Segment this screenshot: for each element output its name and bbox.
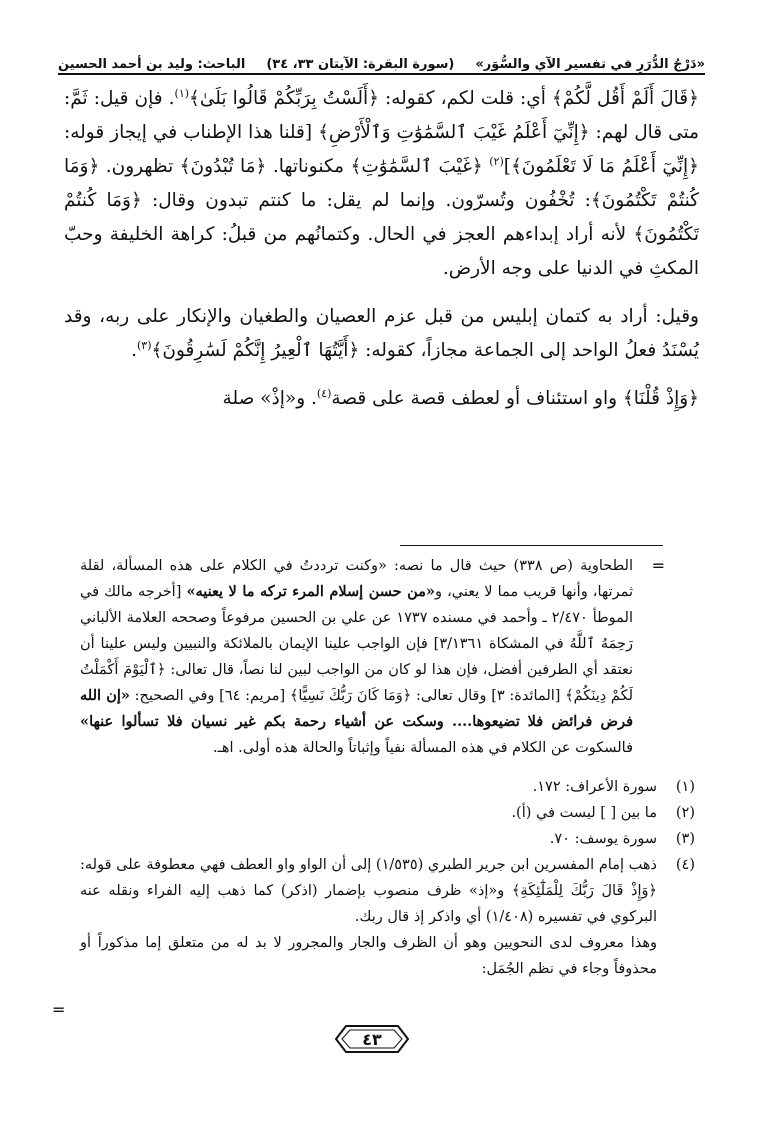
footnote-text: ما بين [ ] ليست في (أ). xyxy=(511,805,657,821)
footnote-line: وهذا معروف لدى النحويين وهو أن الظرف والجار والمجرور لا بد له من متعلق إما xyxy=(145,935,658,951)
footnote-number: (٤) xyxy=(675,857,695,873)
footnote-continuation xyxy=(80,553,633,761)
footnote-line: الطحاوية (ص ٣٣٨) حيث قال ما نصه: «وكنت ترددتُ في الكلام على هذه المسألة، xyxy=(111,558,634,574)
ornament-frame-icon xyxy=(332,1022,412,1056)
continuation-marker: = xyxy=(651,556,665,575)
paragraph-2 xyxy=(64,300,699,368)
footnote-line: [أخرجه مالك في الموطأ ٢/٤٧٠ ـ وأحمد في مسنده ١٧٣٧ عن علي بن الحسين xyxy=(80,584,633,626)
text-line: ٱلسَّمَٰوَٰتِ﴾ مكنوناتها. ﴿مَا تُبْدُونَ﴾ تظهرون. ﴿وَمَا كُنتُمْ تَكْتُمُونَ﴾: تُخْفُون xyxy=(64,156,699,211)
footnote-line: من الواجب لبين لنا نصاً، قال تعالى: ﴿ٱلْيَوْمَ أَكْمَلْتُ لَكُمْ دِينَكُمْ﴾ [المائدة: ٣] وقال xyxy=(80,662,633,704)
running-header xyxy=(58,42,705,72)
footnote-separator xyxy=(400,545,663,546)
footnote-line: إليه الفراء ونقله عنه البركوي في تفسيره (١/٤٠٨) أي واذكر إذ قال ربك. xyxy=(80,883,657,925)
footnote-line: لقلة ثمرتها، وأنها قريب مما لا يعني، و xyxy=(80,558,634,600)
page-number-ornament xyxy=(332,1022,412,1056)
footnote-line: الكلام في هذه المسألة نفياً وإثباتاً والحالة هذه أولى. اهـ. xyxy=(212,740,547,756)
text-line: بَلَىٰ﴾ xyxy=(189,88,227,109)
footnote-line: على قوله: ﴿وَإِذْ قَالَ رَبُّكَ لِلْمَلَٰٓئِكَةِ﴾ و«إذ» ظرف منصوب بإضمار (اذكر) كما ذهب xyxy=(80,857,657,899)
main-text xyxy=(64,82,699,430)
text-line: أراد إبداءهم العجز في الحال. وكتمانُهم من قبلُ: كراهة الخليفة وحبّ xyxy=(64,224,594,245)
hadith-quote: «إن الله فرض فرائض فلا xyxy=(80,687,634,730)
footnote-number: (١) xyxy=(675,779,695,795)
footnote-ref-3[interactable]: (٣) xyxy=(137,338,152,352)
footnote-line: فالسكوت عن xyxy=(550,740,633,756)
footnote-text: سورة يوسف: ٧٠. xyxy=(549,831,657,847)
footnotes xyxy=(80,774,695,982)
footnote-ref-2[interactable]: (٢) xyxy=(489,154,504,168)
text-line: . فإن قيل: ثَمَّ: متى قال لهم: ﴿إِنِّيٓ أَعْلَمُ غَيْبَ ٱلسَّمَٰوَٰتِ وَٱلْأَرْضِ﴾ xyxy=(64,88,700,143)
footnote-2 xyxy=(80,800,695,826)
footnote-number: (٢) xyxy=(675,805,695,821)
text-line: ﴿وَإِذْ قُلْنَا﴾ واو استئناف أو لعطف قصة على قصة xyxy=(331,388,699,409)
footnote-line: مرفوعاً وصححه العلامة الألباني رَحِمَهُ ٱللَّهُ في المشكاة ٣/١٣٦١] فإن الواجب علينا xyxy=(80,610,634,652)
text-line: ﴿قَالَ أَلَمْ أَقُل لَّكُمْ﴾ أي: قلت لكم، كقوله: ﴿أَلَسْتُ بِرَبِّكُمْ قَالُوا xyxy=(232,88,699,109)
paragraph-1 xyxy=(64,82,699,286)
footnote-1 xyxy=(80,774,695,800)
footnote-text xyxy=(80,852,657,982)
hadith-quote: تضيعوها.... وسكت عن أشياء رحمة بكم غير نسيان فلا تسألوا عنها» xyxy=(80,713,520,730)
text-line: على ربه، وقد يُسْنَدُ فعلُ الواحد إلى الجماعة مجازاً، كقوله: ﴿أَيَّتُهَا ٱلْعِيرُ xyxy=(64,306,699,361)
page-number: ٤٣ xyxy=(362,1030,382,1049)
footnote-text: سورة الأعراف: ١٧٢. xyxy=(532,779,657,795)
footnote-4 xyxy=(80,852,695,982)
footnote-number: (٣) xyxy=(675,831,695,847)
text-line: . و«إذْ» صلة xyxy=(222,388,317,409)
footnote-ref-1[interactable]: (١) xyxy=(174,86,190,100)
text-line: إِنَّكُمْ لَسَٰرِقُونَ﴾ xyxy=(151,340,266,361)
text-line: وتُسرّون. وإنما لم يقل: ما كنتم تبدون وقال: ﴿وَمَا كُنتُمْ تَكْتُمُونَ﴾ لأنه xyxy=(64,190,699,245)
continuation-marker: = xyxy=(52,1000,66,1019)
text-line: [قلنا هذا الإطناب في إيجاز قوله: ﴿إِنِّيٓ أَعْلَمُ مَا لَا تَعْلَمُونَ﴾] xyxy=(64,122,699,177)
footnote-ref-4[interactable]: (٤) xyxy=(316,386,332,400)
text-line: وقيل: أراد به كتمان إبليس من قبل عزم العصيان والطغيان والإنكار xyxy=(177,306,699,327)
hadith-quote: «من حسن إسلام المرء تركه ما لا يعنيه» xyxy=(186,583,435,600)
footnote-line: الإيمان بالملائكة والنبيين وليس علينا أن نعتقد أي الطرفين أفضل، فإن هذا لو كان xyxy=(80,636,634,678)
text-line: ﴿غَيْبَ xyxy=(438,156,490,177)
researcher-name: الباحث: وليد بن أحمد الحسين xyxy=(58,57,246,72)
footnote-line: ذهب إمام المفسرين ابن جرير الطبري (١/٥٣٥) إلى أن الواو واو العطف فهي معطوفة xyxy=(146,857,657,873)
text-line: المكثِ في الدنيا على وجه الأرض. xyxy=(442,258,699,279)
paragraph-3 xyxy=(64,382,699,416)
header-rule xyxy=(58,73,705,75)
book-title: «دَرْجُ الدُّرَرِ في تفسير الآي والسُّوَر» xyxy=(475,57,705,72)
text-line: . xyxy=(131,340,137,361)
surah-reference: (سورة البقرة: الآيتان ٣٣، ٣٤) xyxy=(266,57,455,72)
footnote-line: مذكوراً أو محذوفاً وجاء في نظم الجُمَل: xyxy=(80,935,657,977)
footnote-3 xyxy=(80,826,695,852)
footnote-line: تعالى: ﴿وَمَا كَانَ رَبُّكَ نَسِيًّا﴾ [مريم: ٦٤] وفي الصحيح: xyxy=(129,688,453,704)
